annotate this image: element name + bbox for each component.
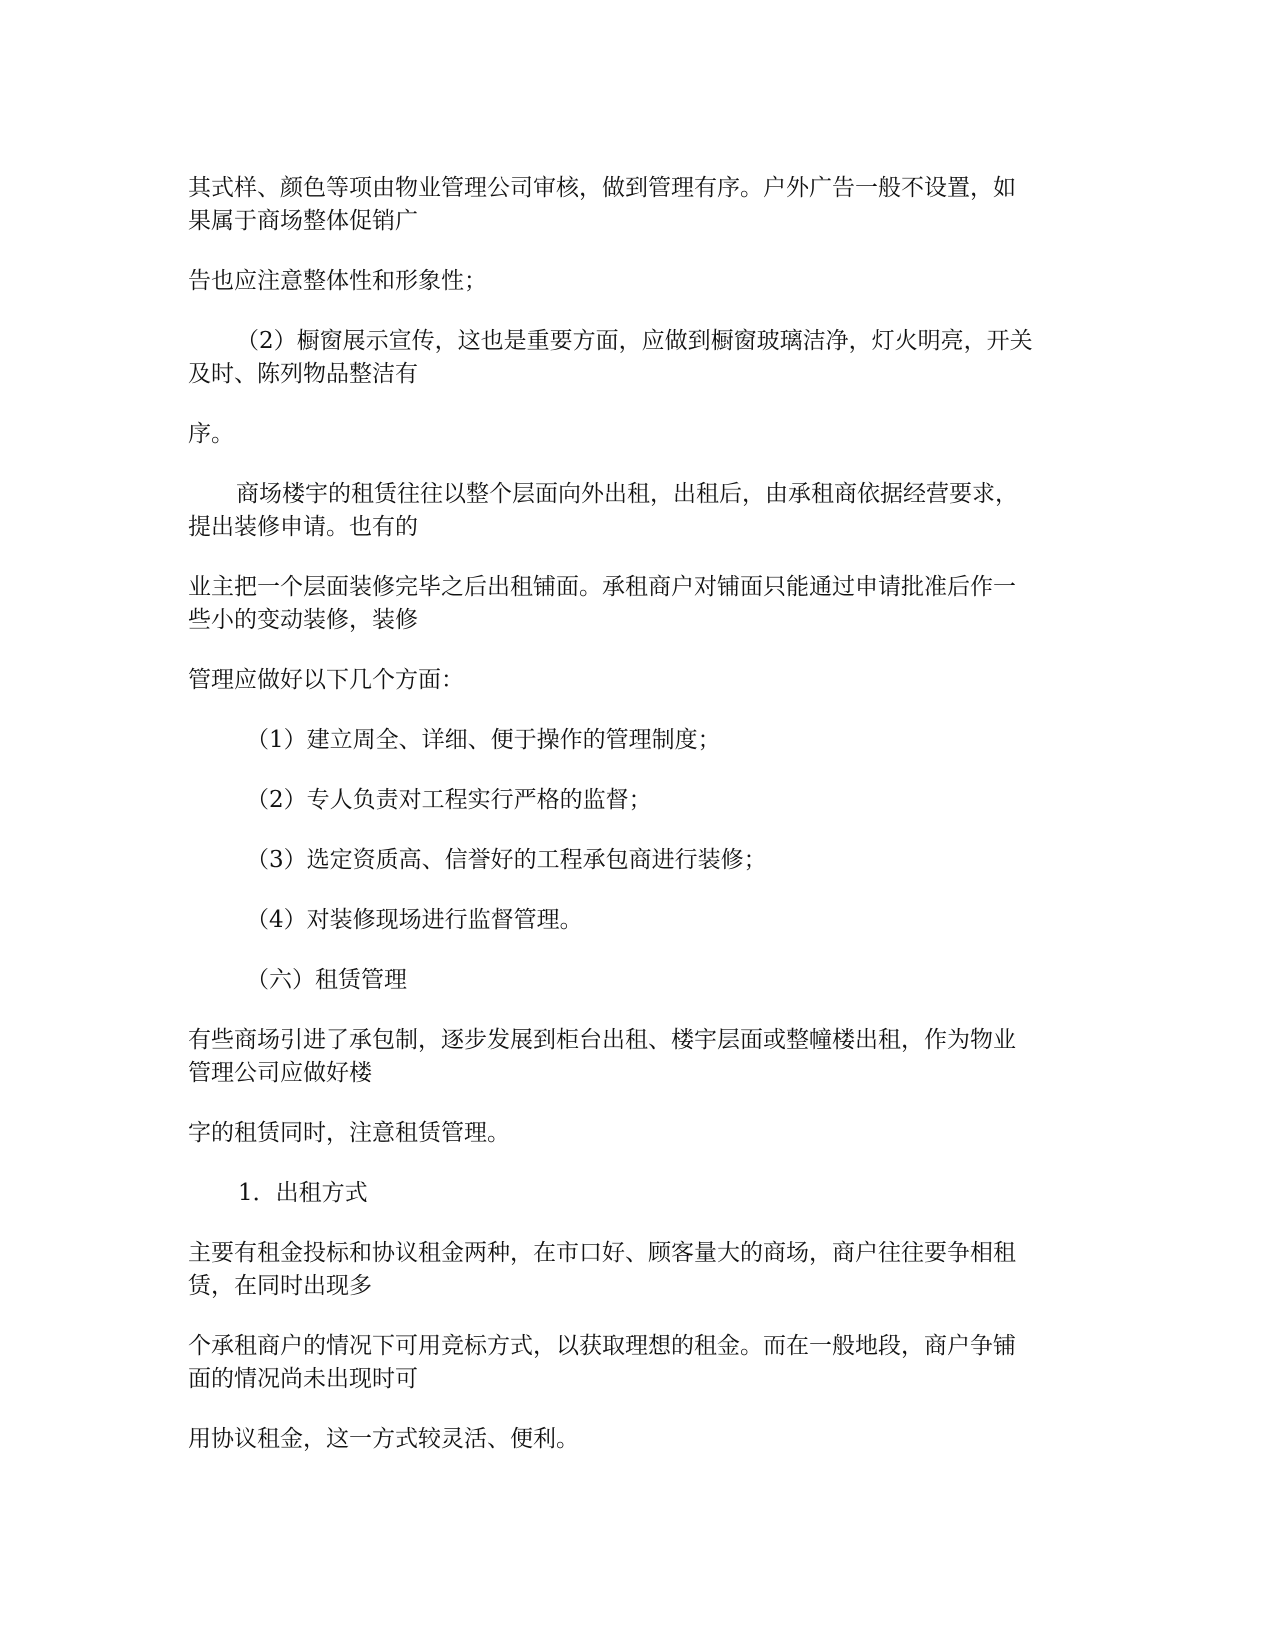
paragraph <box>188 172 1098 238</box>
paragraph <box>188 325 1098 391</box>
list-item <box>188 724 1098 757</box>
text-line: 个承租商户的情况下可用竞标方式，以获取理想的租金。而在一般地段，商户争铺 <box>188 1333 1016 1359</box>
paragraph <box>188 1024 1098 1090</box>
text-line: 赁，在同时出现多 <box>188 1273 372 1299</box>
text-line: 主要有租金投标和协议租金两种，在市口好、顾客量大的商场，商户往往要争相租 <box>188 1240 1016 1266</box>
paragraph <box>188 664 1098 697</box>
text-line: 及时、陈列物品整洁有 <box>188 361 418 387</box>
list-item <box>188 784 1098 817</box>
paragraph <box>188 1117 1098 1150</box>
text-line: （3）选定资质高、信誉好的工程承包商进行装修； <box>246 847 767 873</box>
text-line: 面的情况尚未出现时可 <box>188 1366 418 1392</box>
paragraph <box>188 478 1098 544</box>
text-line: （2）橱窗展示宣传，这也是重要方面，应做到橱窗玻璃洁净，灯火明亮，开关 <box>236 328 1033 354</box>
text-line: 有些商场引进了承包制，逐步发展到柜台出租、楼宇层面或整幢楼出租，作为物业 <box>188 1027 1016 1053</box>
text-line: 管理应做好以下几个方面： <box>188 667 464 693</box>
subsection-heading <box>188 1177 1098 1210</box>
text-line: （六）租赁管理 <box>246 967 407 993</box>
text-line: （2）专人负责对工程实行严格的监督； <box>246 787 652 813</box>
paragraph <box>188 571 1098 637</box>
text-line: 序。 <box>188 421 234 447</box>
text-line: （1）建立周全、详细、便于操作的管理制度； <box>246 727 721 753</box>
paragraph <box>188 265 1098 298</box>
paragraph <box>188 1330 1098 1396</box>
document-body <box>188 172 1098 1483</box>
paragraph <box>188 418 1098 451</box>
text-line: 管理公司应做好楼 <box>188 1060 372 1086</box>
text-line: 果属于商场整体促销广 <box>188 208 418 234</box>
text-line: 1．出租方式 <box>238 1180 368 1206</box>
text-line: 提出装修申请。也有的 <box>188 514 418 540</box>
section-heading <box>188 964 1098 997</box>
text-line: 用协议租金，这一方式较灵活、便利。 <box>188 1426 579 1452</box>
list-item <box>188 844 1098 877</box>
text-line: 商场楼宇的租赁往往以整个层面向外出租，出租后，由承租商依据经营要求， <box>236 481 1018 507</box>
paragraph <box>188 1423 1098 1456</box>
text-line: （4）对装修现场进行监督管理。 <box>246 907 583 933</box>
text-line: 其式样、颜色等项由物业管理公司审核，做到管理有序。户外广告一般不设置，如 <box>188 175 1016 201</box>
text-line: 字的租赁同时，注意租赁管理。 <box>188 1120 510 1146</box>
list-item <box>188 904 1098 937</box>
text-line: 告也应注意整体性和形象性； <box>188 268 487 294</box>
text-line: 业主把一个层面装修完毕之后出租铺面。承租商户对铺面只能通过申请批准后作一 <box>188 574 1016 600</box>
text-line: 些小的变动装修，装修 <box>188 607 418 633</box>
paragraph <box>188 1237 1098 1303</box>
